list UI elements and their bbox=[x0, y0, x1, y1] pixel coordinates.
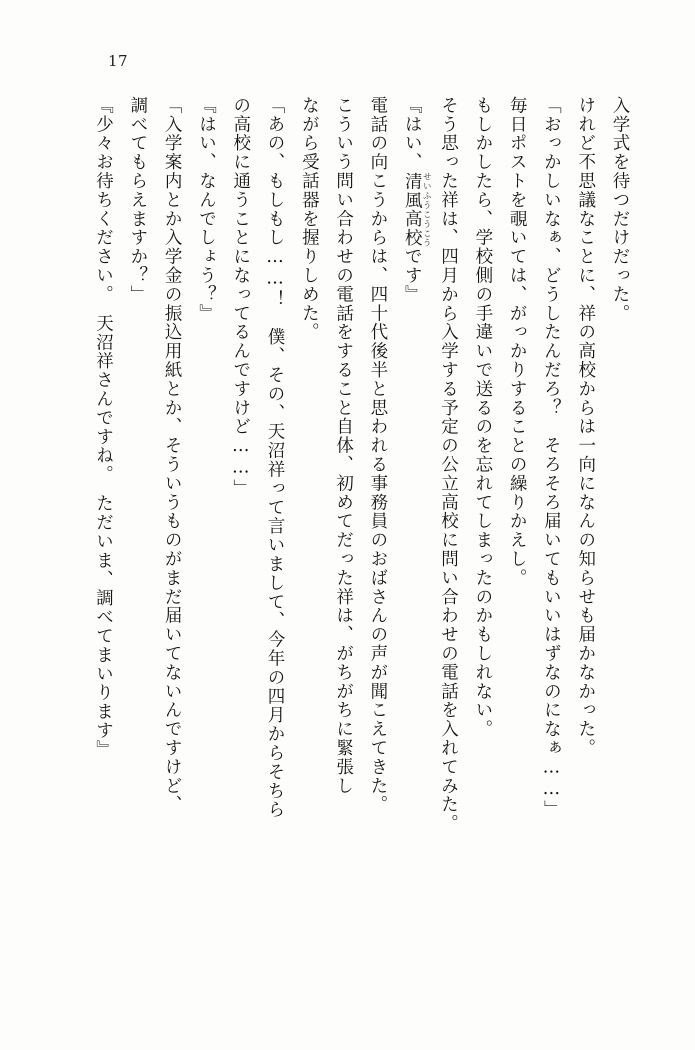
paragraph: 入学式を待つだけだった。 bbox=[610, 96, 630, 323]
paragraph: 調べてもらえますか？」 bbox=[127, 96, 148, 304]
paragraph: もしかしたら、学校側の手違いで送るのを忘れてしまったのかもしれない。 bbox=[472, 96, 493, 739]
paragraph: そう思った祥は、四月から入学する予定の公立高校に問い合わせの電話を入れてみた。 bbox=[438, 96, 459, 834]
page-number: 17 bbox=[108, 52, 129, 70]
paragraph: けれど不思議なことに、祥の高校からは一向になんの知らせも届かなかった。 bbox=[575, 96, 596, 758]
paragraph: の高校に通うことになってるんですけど……」 bbox=[230, 96, 251, 498]
paragraph: こういう問い合わせの電話をすること自体、初めてだった祥は、がちがちに緊張し bbox=[333, 96, 354, 796]
paragraph: 電話の向こうからは、四十代後半と思われる事務員のおばさんの声が聞こえてきた。 bbox=[367, 96, 388, 815]
ruby-annotation: 清風高校 せいふうこうこう bbox=[402, 171, 432, 248]
paragraph: 毎日ポストを覗いては、がっかりすることの繰りかえし。 bbox=[507, 96, 528, 588]
paragraph: 『はい、なんでしょう？』 bbox=[196, 96, 217, 323]
paragraph: 『少々お待ちください。 天沼祥さんですね。 ただいま、調べてまいります』 bbox=[93, 96, 114, 759]
paragraph: 「あの、もしもし……！ 僕、その、天沼祥って言いまして、今年の四月からそちら bbox=[265, 96, 286, 820]
paragraph: 「入学案内とか入学金の振込用紙とか、そういうものがまだ届いてないんですけど、 bbox=[162, 96, 183, 815]
paragraph: ながら受話器を握りしめた。 bbox=[299, 96, 320, 342]
body-text bbox=[77, 96, 637, 976]
paragraph: 『はい、清風高校 せいふうこうこうです』 bbox=[402, 96, 432, 304]
paragraph: 「おっかしいなぁ、どうしたんだろ？ そろそろ届いてもいいはずなのになぁ……」 bbox=[541, 96, 562, 820]
